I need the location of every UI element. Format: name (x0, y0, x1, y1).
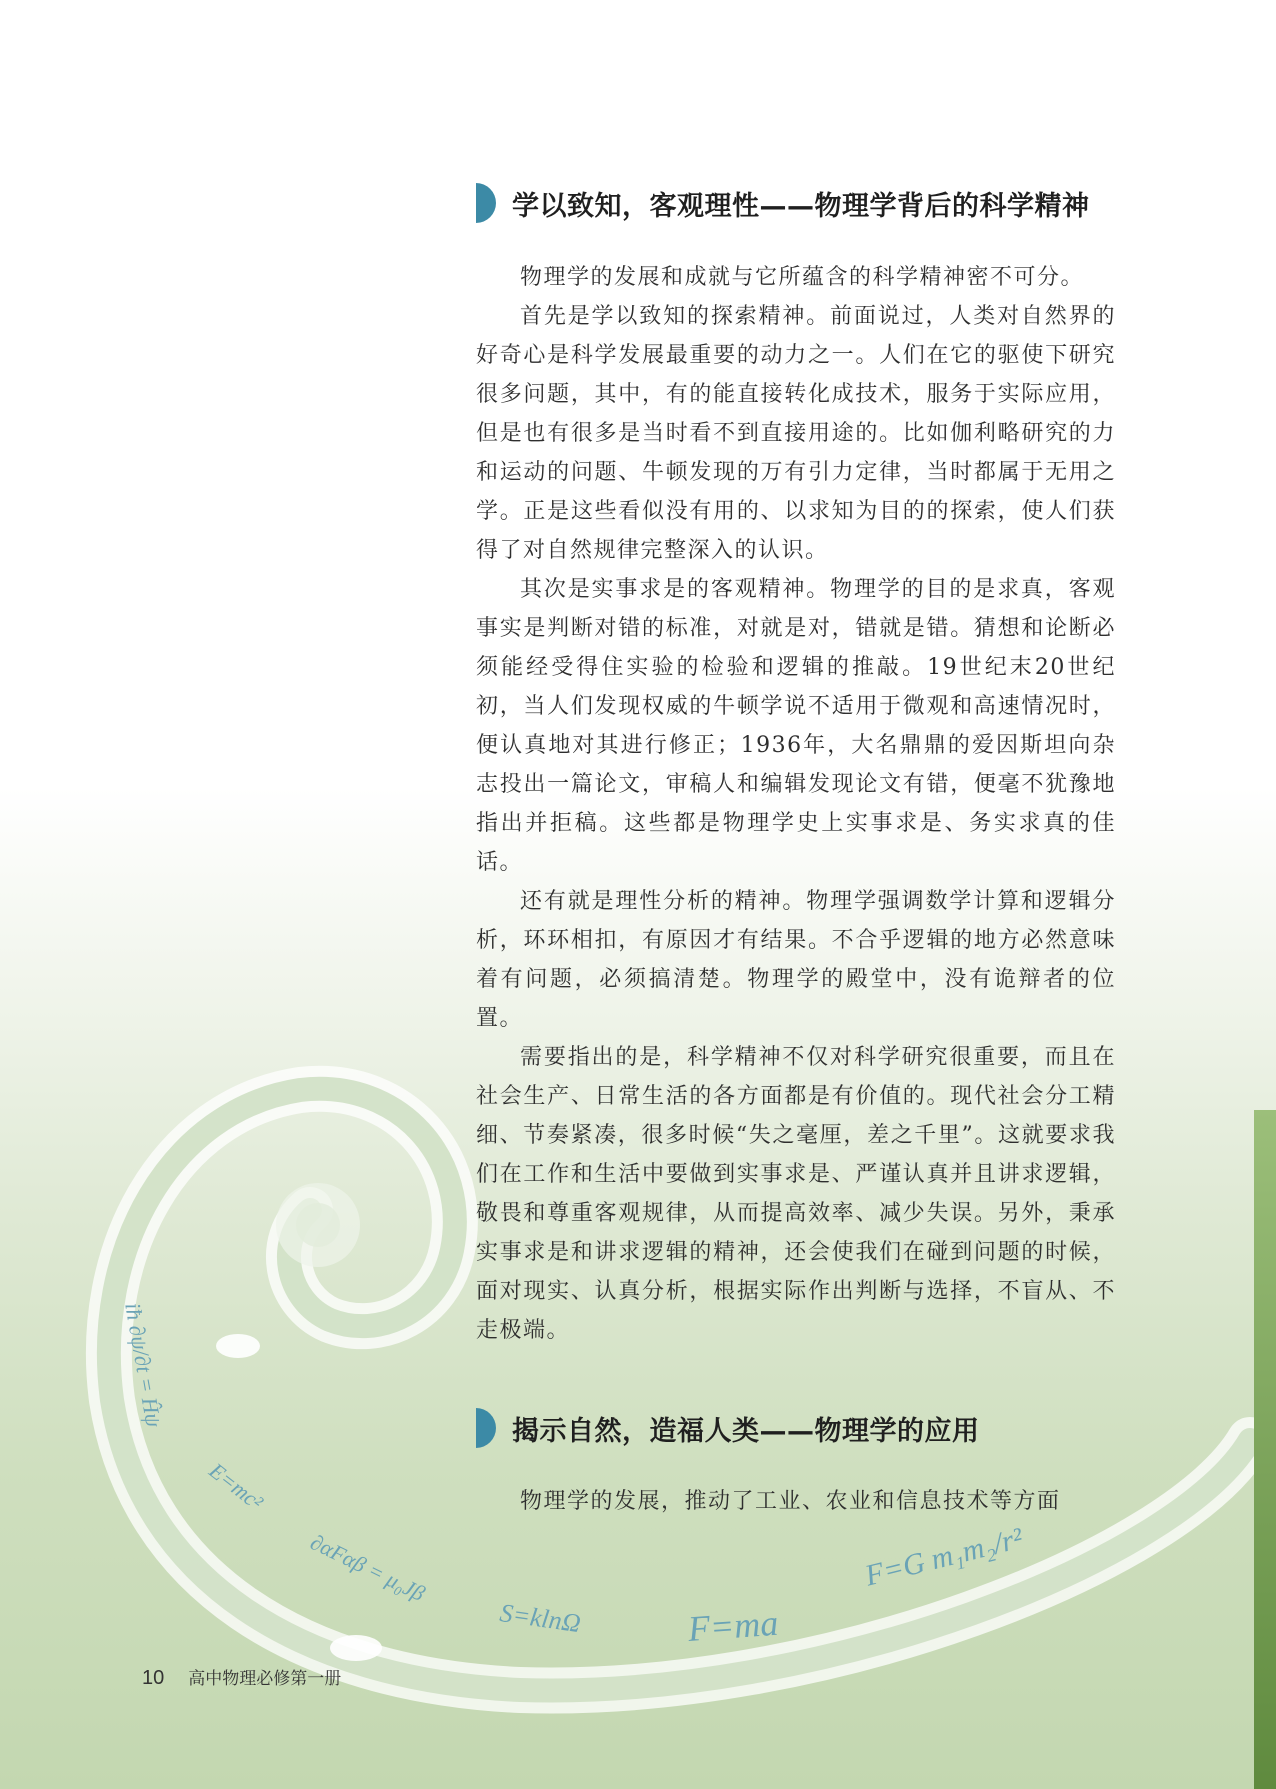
heading-marker-icon (476, 183, 496, 223)
paragraph: 还有就是理性分析的精神。物理学强调数学计算和逻辑分析，环环相扣，有原因才有结果。不合乎逻辑的地方必然意味着有问题，必须搞清楚。物理学的殿堂中，没有诡辩者的位置。 (476, 889, 1116, 1031)
formula-newton-second-law: F=ma (686, 1602, 780, 1649)
paragraph: 需要指出的是，科学精神不仅对科学研究很重要，而且在社会生产、日常生活的各方面都是有价值的。现代社会分工精细、节奏紧凑，很多时候“失之毫厘，差之千里”。这就要求我们在工作和生活中要做到实事求是、严谨认真并且讲求逻辑，敬畏和尊重客观规律，从而提高效率、减少失误。另外，秉承实事求是和讲求逻辑的精神，还会使我们在碰到问题的时候，面对现实、认真分析，根据实际作出判断与选择，不盲从、不走极端。 (476, 1045, 1116, 1343)
book-title: 高中物理必修第一册 (188, 1669, 342, 1689)
formula-gravitation: F=G m₁m₂/r² (861, 1521, 1027, 1593)
paragraph: 物理学的发展，推动了工业、农业和信息技术等方面 (520, 1489, 1061, 1514)
heading-text: 学以致知，客观理性——物理学背后的科学精神 (512, 190, 1090, 222)
formula-entropy: S=klnΩ (498, 1598, 583, 1639)
formula-maxwell: ∂αFαβ = μ₀Jβ (306, 1529, 429, 1606)
section-heading-applications (476, 1408, 980, 1448)
formula-einstein: E=mc² (204, 1457, 268, 1515)
page-number: 10 (142, 1667, 165, 1689)
page-footer (142, 1664, 341, 1690)
paragraph: 其次是实事求是的客观精神。物理学的目的是求真，客观事实是判断对错的标准，对就是对，错就是错。猜想和论断必须能经受得住实验的检验和逻辑的推敲。19世纪末20世纪初，当人们发现权威的牛顿学说不适用于微观和高速情况时，便认真地对其进行修正；1936年，大名鼎鼎的爱因斯坦向杂志投出一篇论文，审稿人和编辑发现论文有错，便毫不犹豫地指出并拒稿。这些都是物理学史上实事求是、务实求真的佳话。 (476, 577, 1116, 875)
paragraph: 首先是学以致知的探索精神。前面说过，人类对自然界的好奇心是科学发展最重要的动力之一。人们在它的驱使下研究很多问题，其中，有的能直接转化成技术，服务于实际应用，但是也有很多是当时看不到直接用途的。比如伽利略研究的力和运动的问题、牛顿发现的万有引力定律，当时都属于无用之学。正是这些看似没有用的、以求知为目的的探索，使人们获得了对自然规律完整深入的认识。 (476, 304, 1116, 563)
section-body-applications (476, 1482, 1116, 1521)
heading-marker-icon (476, 1408, 496, 1448)
heading-text: 揭示自然，造福人类——物理学的应用 (512, 1415, 980, 1447)
paragraph: 物理学的发展和成就与它所蕴含的科学精神密不可分。 (520, 265, 1085, 290)
section-body-science-spirit (476, 258, 1116, 1350)
section-heading-science-spirit (476, 183, 1090, 223)
formula-schrodinger: iħ ∂ψ/∂t = Ĥψ (120, 1300, 167, 1429)
